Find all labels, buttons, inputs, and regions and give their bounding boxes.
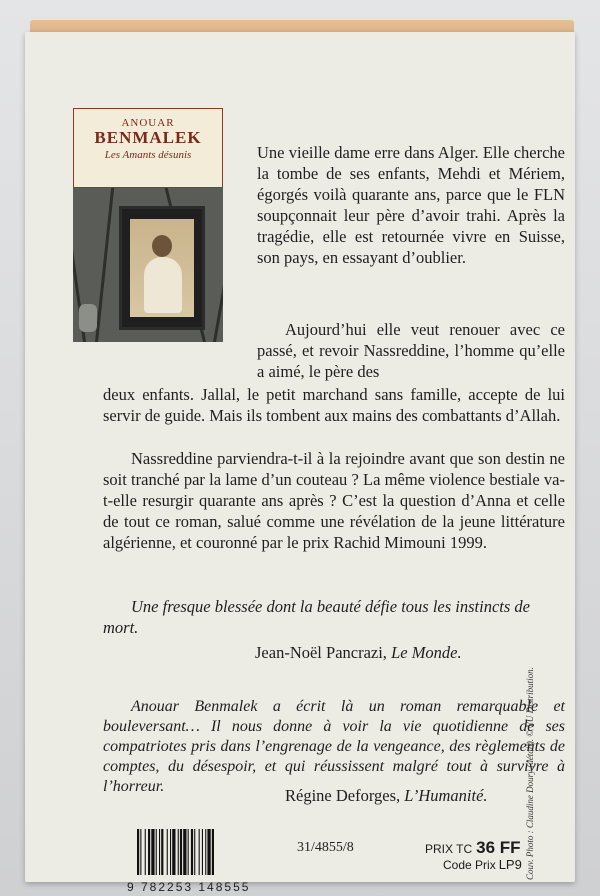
review-attribution-1 <box>255 642 565 663</box>
barcode-bar <box>191 829 193 875</box>
price-label: PRIX TC <box>425 842 473 856</box>
barcode-bar <box>183 829 186 875</box>
vase <box>79 304 97 332</box>
code-prix-label: Code Prix <box>443 858 496 872</box>
barcode-bar <box>151 829 154 875</box>
cover-thumbnail <box>73 108 223 342</box>
barcode-bar <box>167 829 168 875</box>
barcode-bar <box>202 829 203 875</box>
barcode-number: 9 782253 148555 <box>127 880 251 894</box>
blurb-paragraph-3: Nassreddine parviendra-t-il à la rejoindre avant que son destin ne soit tranché par la lame d’un couteau ? La même violence bestiale va-t-elle resurgir quarante ans après ? C’est la question d’Anna et celle de tout ce roman, salué comme une révélation de la jeune littérature algérienne, et couronné par le prix Rachid Mimouni 1999. <box>103 449 565 552</box>
barcode-bar <box>161 829 163 875</box>
blurb-paragraph-2-start: Aujourd’hui elle veut renouer avec ce passé, et revoir Nassreddine, l’homme qu’elle a aimé, le père des <box>257 320 565 381</box>
portrait-figure <box>144 257 182 313</box>
thumbnail-title-label <box>73 108 223 188</box>
portrait-figure <box>152 235 172 257</box>
code-prix <box>443 857 522 872</box>
review-source: L’Humanité. <box>404 786 488 805</box>
review-quote-2: Anouar Benmalek a écrit là un roman remarquable et bouleversant… Il nous donne à voir la vie quotidienne de ses compatriotes pris dans l’engrenage de la vengeance, des règlements de comptes, du désespoir, et qui réussissent malgré tout à survivre à l’horreur. <box>103 698 565 795</box>
barcode-bar <box>207 829 210 875</box>
barcode-bar <box>156 829 157 875</box>
barcode-bar <box>172 829 175 875</box>
thumbnail-author-last: BENMALEK <box>94 128 202 147</box>
barcode-bar <box>145 829 146 875</box>
barcode-bar <box>170 829 171 875</box>
blurb-paragraph-2-end: deux enfants. Jallal, le petit marchand sans famille, accepte de lui servir de guide. Mais ils tombent aux mains des combattants d’Allah. <box>103 385 565 425</box>
review-quote-1: Une fresque blessée dont la beauté défie tous les instincts de mort. <box>103 597 530 637</box>
book-back-cover <box>25 32 575 894</box>
barcode-bar <box>140 829 141 875</box>
thumbnail-author-first: ANOUAR <box>121 117 175 129</box>
price-value: 36 FF <box>476 838 521 857</box>
portrait <box>130 219 194 317</box>
thumbnail-book-title: Les Amants désunis <box>104 149 192 161</box>
reference-number: 31/4855/8 <box>297 840 354 855</box>
barcode-bar <box>212 829 214 875</box>
barcode-bar <box>180 829 182 875</box>
portrait-frame <box>119 206 205 330</box>
price <box>425 838 521 858</box>
barcode-bar <box>137 829 139 875</box>
review-author: Jean-Noël Pancrazi, <box>255 643 392 662</box>
barcode-bar <box>194 829 195 875</box>
barcode-bar <box>148 829 150 875</box>
review-source: Le Monde. <box>391 643 462 662</box>
barcode-bar <box>205 829 206 875</box>
blurb-paragraph-1: Une vieille dame erre dans Alger. Elle cherche la tombe de ses enfants, Mehdi et Mériem, égorgés voilà quarante ans, parce que le FLN soupçonnait leur père d’avoir trahi. Après la tragédie, elle est retournée vivre en Suisse, son pays, en essayant d’oublier. <box>257 143 565 267</box>
barcode-bar <box>199 829 200 875</box>
review-author: Régine Deforges, <box>285 786 405 805</box>
barcode <box>137 829 265 875</box>
barcode-bar <box>188 829 189 875</box>
photo-credit: Couv. Photo : Claudine Doury (détail). © VU Distribution. <box>525 667 535 880</box>
barcode-bar <box>178 829 179 875</box>
barcode-bar <box>159 829 160 875</box>
code-prix-value: LP9 <box>498 857 522 872</box>
plant-stem <box>213 164 223 342</box>
review-attribution-2 <box>285 785 565 806</box>
